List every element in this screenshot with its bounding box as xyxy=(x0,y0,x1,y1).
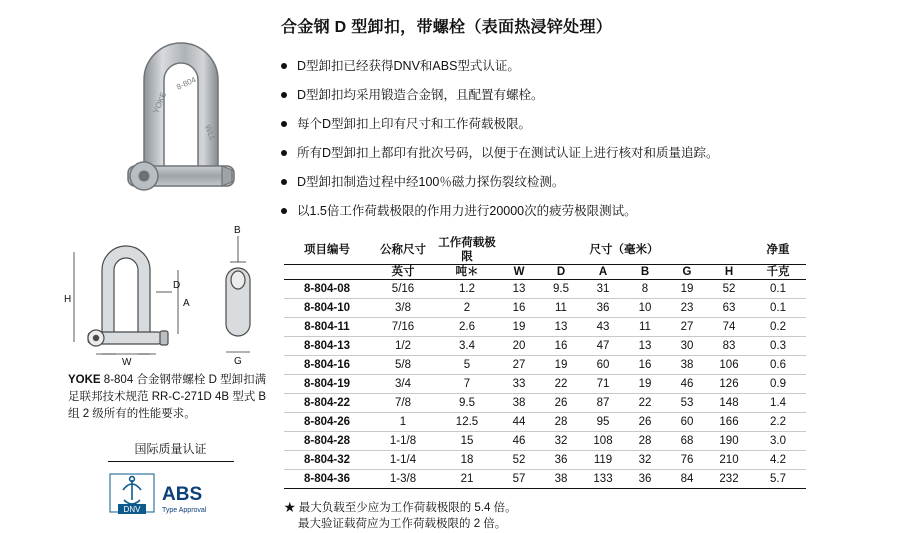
cell-nominal: 5/8 xyxy=(370,356,436,375)
table-row xyxy=(284,470,806,489)
cell-w: 38 xyxy=(498,394,540,413)
cell-d: 16 xyxy=(540,337,582,356)
cell-g: 19 xyxy=(666,280,708,299)
cell-wll: 1.2 xyxy=(436,280,498,299)
cell-net: 0.1 xyxy=(750,299,806,318)
cell-h: 106 xyxy=(708,356,750,375)
cell-nominal: 7/16 xyxy=(370,318,436,337)
cell-w: 33 xyxy=(498,375,540,394)
unit-nominal: 英寸 xyxy=(370,265,436,280)
unit-wll: 吨＊ xyxy=(436,265,498,280)
feature-list xyxy=(281,58,881,232)
star-icon: ★ xyxy=(284,502,296,514)
cell-h: 190 xyxy=(708,432,750,451)
cell-code: 8-804-16 xyxy=(284,356,370,375)
unit-g: G xyxy=(666,265,708,280)
cell-d: 28 xyxy=(540,413,582,432)
abs-sublabel: Type Approval xyxy=(162,507,207,514)
cell-net: 0.9 xyxy=(750,375,806,394)
cell-d: 11 xyxy=(540,299,582,318)
table-row xyxy=(284,432,806,451)
cell-b: 32 xyxy=(624,451,666,470)
standards-note-body: 8-804 合金钢带螺栓 D 型卸扣满足联邦技术规范 RR-C-271D 4B 型式 B 组 2 级所有的性能要求。 xyxy=(68,374,267,420)
cell-a: 47 xyxy=(582,337,624,356)
cell-code: 8-804-13 xyxy=(284,337,370,356)
cell-d: 32 xyxy=(540,432,582,451)
cell-wll: 2 xyxy=(436,299,498,318)
cell-wll: 7 xyxy=(436,375,498,394)
cell-nominal: 1 xyxy=(370,413,436,432)
cell-b: 36 xyxy=(624,470,666,489)
header-code: 项目编号 xyxy=(284,236,370,265)
cell-nominal: 1/2 xyxy=(370,337,436,356)
footnote-text-1: 最大负载至少应为工作荷载极限的 5.4 倍。 xyxy=(298,502,517,514)
diagram-label-b: B xyxy=(234,225,241,236)
cell-g: 60 xyxy=(666,413,708,432)
cell-code: 8-804-32 xyxy=(284,451,370,470)
cell-w: 19 xyxy=(498,318,540,337)
cell-wll: 2.6 xyxy=(436,318,498,337)
list-item: D型卸扣均采用锻造合金钢，且配置有螺栓。 xyxy=(281,87,881,103)
certification-heading: 国际质量认证 xyxy=(134,442,207,456)
cell-d: 22 xyxy=(540,375,582,394)
cell-g: 30 xyxy=(666,337,708,356)
cell-w: 13 xyxy=(498,280,540,299)
standards-note xyxy=(68,372,273,423)
cell-code: 8-804-08 xyxy=(284,280,370,299)
cell-b: 11 xyxy=(624,318,666,337)
cell-a: 31 xyxy=(582,280,624,299)
cell-h: 232 xyxy=(708,470,750,489)
cell-wll: 18 xyxy=(436,451,498,470)
cell-b: 26 xyxy=(624,413,666,432)
cell-w: 57 xyxy=(498,470,540,489)
cell-net: 0.1 xyxy=(750,280,806,299)
cell-b: 8 xyxy=(624,280,666,299)
cell-a: 119 xyxy=(582,451,624,470)
cell-wll: 12.5 xyxy=(436,413,498,432)
cell-h: 148 xyxy=(708,394,750,413)
list-item: D型卸扣已经获得DNV和ABS型式认证。 xyxy=(281,58,881,74)
table-row xyxy=(284,280,806,299)
cell-g: 68 xyxy=(666,432,708,451)
cell-h: 63 xyxy=(708,299,750,318)
specification-table xyxy=(284,236,806,489)
cell-b: 10 xyxy=(624,299,666,318)
diagram-label-g: G xyxy=(234,356,242,367)
cell-nominal: 1‑3/8 xyxy=(370,470,436,489)
page-title xyxy=(281,14,612,37)
unit-b: B xyxy=(624,265,666,280)
cell-w: 16 xyxy=(498,299,540,318)
cell-w: 44 xyxy=(498,413,540,432)
dnv-label: DNV xyxy=(123,505,141,514)
cell-wll: 5 xyxy=(436,356,498,375)
unit-code xyxy=(284,265,370,280)
cell-h: 210 xyxy=(708,451,750,470)
table-row xyxy=(284,318,806,337)
cell-net: 5.7 xyxy=(750,470,806,489)
table-row xyxy=(284,413,806,432)
cell-nominal: 3/4 xyxy=(370,375,436,394)
cell-w: 27 xyxy=(498,356,540,375)
cell-g: 84 xyxy=(666,470,708,489)
unit-d: D xyxy=(540,265,582,280)
header-dimensions: 尺寸（毫米） xyxy=(498,236,750,265)
dimension-diagram xyxy=(60,222,275,367)
cell-d: 13 xyxy=(540,318,582,337)
cell-wll: 9.5 xyxy=(436,394,498,413)
footnote xyxy=(284,500,714,532)
certification-logos xyxy=(108,470,238,522)
cell-h: 83 xyxy=(708,337,750,356)
cell-wll: 15 xyxy=(436,432,498,451)
cell-a: 60 xyxy=(582,356,624,375)
cell-net: 1.4 xyxy=(750,394,806,413)
diagram-label-a: A xyxy=(183,298,190,309)
page-title-main: 合金钢 D 型卸扣， xyxy=(281,19,417,36)
cell-a: 43 xyxy=(582,318,624,337)
cell-net: 0.6 xyxy=(750,356,806,375)
list-item: D型卸扣制造过程中经100％磁力探伤裂纹检测。 xyxy=(281,174,881,190)
cell-net: 3.0 xyxy=(750,432,806,451)
cell-g: 27 xyxy=(666,318,708,337)
cell-a: 133 xyxy=(582,470,624,489)
cell-net: 4.2 xyxy=(750,451,806,470)
header-wll: 工作荷载极限 xyxy=(436,236,498,265)
unit-a: A xyxy=(582,265,624,280)
cell-code: 8-804-36 xyxy=(284,470,370,489)
cell-b: 28 xyxy=(624,432,666,451)
table-row xyxy=(284,299,806,318)
cell-nominal: 1‑1/8 xyxy=(370,432,436,451)
cell-d: 19 xyxy=(540,356,582,375)
cell-g: 76 xyxy=(666,451,708,470)
cell-h: 126 xyxy=(708,375,750,394)
cell-g: 53 xyxy=(666,394,708,413)
cell-d: 38 xyxy=(540,470,582,489)
cell-b: 16 xyxy=(624,356,666,375)
table-units-row xyxy=(284,265,806,280)
header-net-weight: 净重 xyxy=(750,236,806,265)
cell-d: 9.5 xyxy=(540,280,582,299)
cell-net: 0.2 xyxy=(750,318,806,337)
diagram-label-w: W xyxy=(122,357,132,367)
table-header-row xyxy=(284,236,806,265)
unit-h: H xyxy=(708,265,750,280)
cell-code: 8-804-11 xyxy=(284,318,370,337)
table-row xyxy=(284,394,806,413)
cell-a: 36 xyxy=(582,299,624,318)
abs-label: ABS xyxy=(162,484,203,505)
header-nominal: 公称尺寸 xyxy=(370,236,436,265)
cell-net: 0.3 xyxy=(750,337,806,356)
cell-w: 52 xyxy=(498,451,540,470)
cell-g: 38 xyxy=(666,356,708,375)
svg-text:8-804: 8-804 xyxy=(175,75,198,92)
cell-b: 19 xyxy=(624,375,666,394)
cell-nominal: 3/8 xyxy=(370,299,436,318)
table-row xyxy=(284,337,806,356)
list-item: 每个D型卸扣上印有尺寸和工作荷载极限。 xyxy=(281,116,881,132)
cell-code: 8-804-28 xyxy=(284,432,370,451)
cell-code: 8-804-22 xyxy=(284,394,370,413)
unit-net: 千克 xyxy=(750,265,806,280)
footnote-line-1 xyxy=(284,500,714,516)
cell-h: 166 xyxy=(708,413,750,432)
cell-b: 22 xyxy=(624,394,666,413)
cell-wll: 21 xyxy=(436,470,498,489)
cell-nominal: 5/16 xyxy=(370,280,436,299)
cell-h: 74 xyxy=(708,318,750,337)
cell-nominal: 1‑1/4 xyxy=(370,451,436,470)
product-photo xyxy=(110,18,270,208)
cell-code: 8-804-19 xyxy=(284,375,370,394)
cell-nominal: 7/8 xyxy=(370,394,436,413)
cell-g: 23 xyxy=(666,299,708,318)
cell-a: 71 xyxy=(582,375,624,394)
cell-h: 52 xyxy=(708,280,750,299)
cell-a: 108 xyxy=(582,432,624,451)
cell-code: 8-804-26 xyxy=(284,413,370,432)
brand-name: YOKE xyxy=(68,374,101,386)
cell-w: 46 xyxy=(498,432,540,451)
list-item: 以1.5倍工作荷载极限的作用力进行20000次的疲劳极限测试。 xyxy=(281,203,881,219)
cell-w: 20 xyxy=(498,337,540,356)
cell-d: 36 xyxy=(540,451,582,470)
cell-net: 2.2 xyxy=(750,413,806,432)
table-row xyxy=(284,375,806,394)
diagram-label-d: D xyxy=(173,280,181,291)
divider xyxy=(108,461,234,462)
page-title-suffix: 带螺栓（表面热浸锌处理） xyxy=(416,19,613,36)
cell-a: 87 xyxy=(582,394,624,413)
cell-d: 26 xyxy=(540,394,582,413)
cell-g: 46 xyxy=(666,375,708,394)
cell-wll: 3.4 xyxy=(436,337,498,356)
diagram-label-h: H xyxy=(64,294,72,305)
cell-b: 13 xyxy=(624,337,666,356)
table-row xyxy=(284,356,806,375)
svg-text:YOKE: YOKE xyxy=(151,90,169,115)
cell-a: 95 xyxy=(582,413,624,432)
table-body xyxy=(284,280,806,489)
list-item: 所有D型卸扣上都印有批次号码，以便于在测试认证上进行核对和质量追踪。 xyxy=(281,145,881,161)
cell-code: 8-804-10 xyxy=(284,299,370,318)
table-row xyxy=(284,451,806,470)
footnote-line-2: 最大验证载荷应为工作荷载极限的 2 倍。 xyxy=(298,518,507,530)
unit-w: W xyxy=(498,265,540,280)
svg-text:WLL: WLL xyxy=(203,123,218,143)
